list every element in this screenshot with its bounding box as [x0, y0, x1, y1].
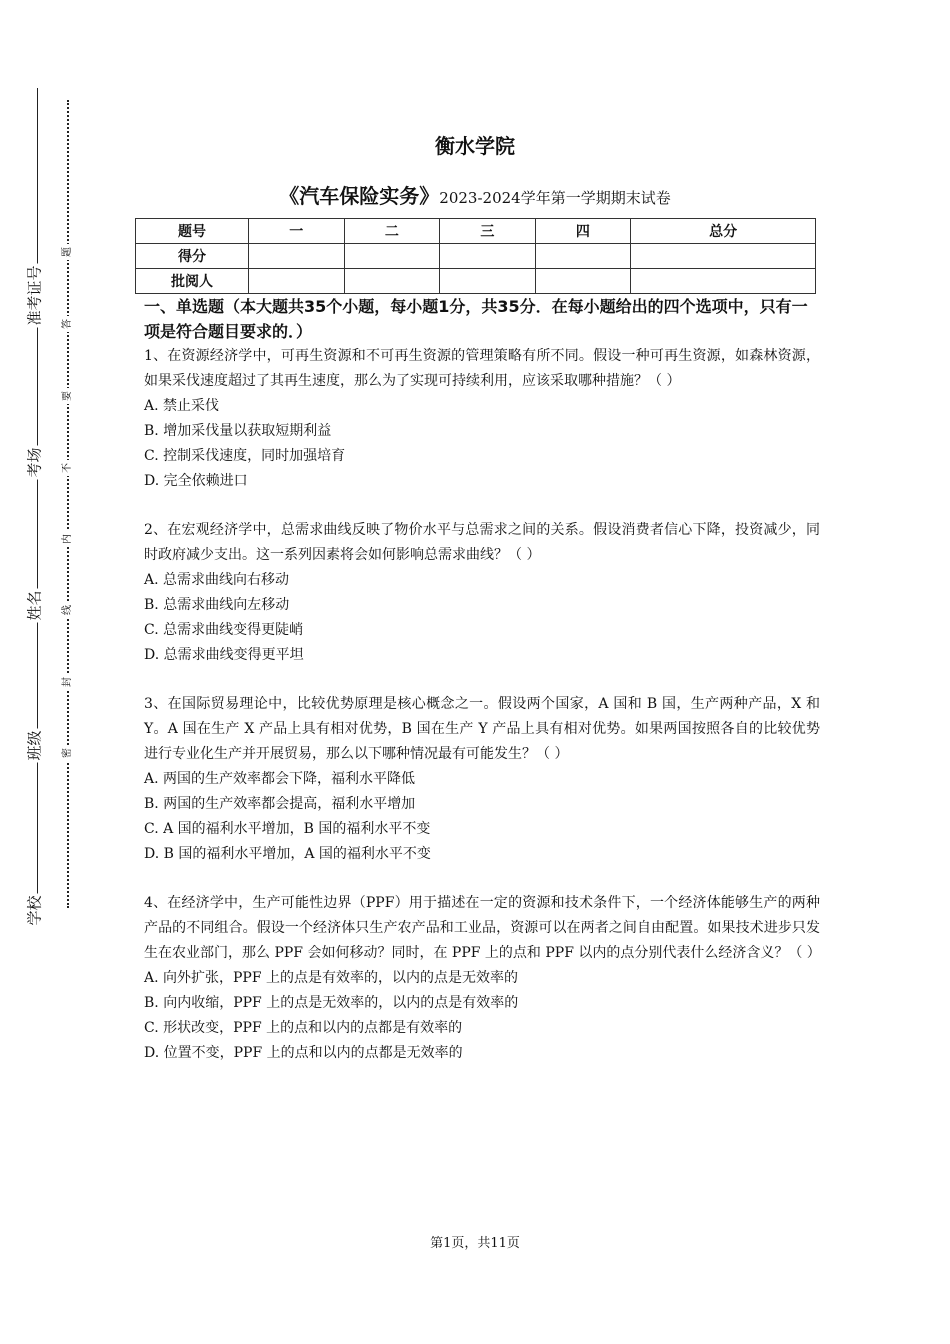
- section-title: 一、单选题（本大题共35个小题，每小题1分，共35分．在每小题给出的四个选项中，只有一项是符合题目要求的．）: [144, 297, 808, 341]
- score-cell: [344, 269, 440, 294]
- question-option: A. 总需求曲线向右移动: [144, 572, 290, 588]
- score-cell: [631, 244, 816, 269]
- score-header-cell: 二: [344, 219, 440, 244]
- seal-char: 密: [62, 745, 74, 761]
- question-option: D. 完全依赖进口: [144, 473, 248, 489]
- question-option: A. 向外扩张，PPF 上的点是有效率的，以内的点是无效率的: [144, 970, 519, 986]
- seal-char: 内: [62, 531, 74, 547]
- term-label: 2023-2024学年第一学期期末试卷: [439, 189, 671, 207]
- question-option: A. 两国的生产效率都会下降，福利水平降低: [144, 771, 416, 787]
- question-stem: 4、在经济学中，生产可能性边界（PPF）用于描述在一定的资源和技术条件下，一个经济体能够生产的两种产品的不同组合。假设一个经济体只生产农产品和工业品，资源可以在两者之间自由配置。如果技术进步只发生在农业部门，那么 PPF 会如何移动？同时，在 PPF 上的点和 PPF 以内的点分别代表什么经济含义？（ ）: [144, 895, 821, 961]
- seal-char: 线: [62, 602, 74, 618]
- question: [144, 692, 820, 867]
- question-option: D. B 国的福利水平增加，A 国的福利水平不变: [144, 846, 431, 862]
- question: [144, 891, 820, 1066]
- question: [144, 344, 820, 494]
- question-option: B. 总需求曲线向左移动: [144, 597, 290, 613]
- score-header-cell: 三: [440, 219, 536, 244]
- exam-content: [144, 294, 820, 1066]
- score-row-label: 批阅人: [136, 269, 249, 294]
- score-header-cell: 四: [535, 219, 631, 244]
- question-option: D. 总需求曲线变得更平坦: [144, 647, 304, 663]
- question-option: B. 两国的生产效率都会提高，福利水平增加: [144, 796, 416, 812]
- question-stem: 2、在宏观经济学中，总需求曲线反映了物价水平与总需求之间的关系。假设消费者信心下降，投资减少，同时政府减少支出。这一系列因素将会如何影响总需求曲线？（ ）: [144, 522, 820, 563]
- question-stem: 1、在资源经济学中，可再生资源和不可再生资源的管理策略有所不同。假设一种可再生资源，如森林资源，如果采伐速度超过了其再生速度，那么为了实现可持续利用，应该采取哪种措施？（ ）: [144, 348, 820, 389]
- seal-char: 封: [62, 674, 74, 690]
- score-cell: [249, 269, 345, 294]
- page-footer: 第1页，共11页: [430, 1236, 520, 1251]
- question-option: B. 向内收缩，PPF 上的点是无效率的，以内的点是有效率的: [144, 995, 519, 1011]
- question-option: D. 位置不变，PPF 上的点和以内的点都是无效率的: [144, 1045, 463, 1061]
- score-header-cell: 总分: [631, 219, 816, 244]
- score-cell: [440, 269, 536, 294]
- question: [144, 518, 820, 668]
- question-stem: 3、在国际贸易理论中，比较优势原理是核心概念之一。假设两个国家，A 国和 B 国，生产两种产品，X 和 Y。A 国在生产 X 产品上具有相对优势，B 国在生产 Y 产品上具有相对优势。如果两国按照各自的比较优势进行专业化生产并开展贸易，那么以下哪种情况最有可能发生？（ ）: [144, 696, 820, 762]
- binding-line-dotted: [67, 100, 69, 908]
- question-option: C. A 国的福利水平增加，B 国的福利水平不变: [144, 821, 431, 837]
- score-cell: [535, 244, 631, 269]
- exam-title: [0, 180, 950, 209]
- score-header-cell: 题号: [136, 219, 249, 244]
- score-cell: [249, 244, 345, 269]
- score-header-cell: 一: [249, 219, 345, 244]
- question-option: C. 总需求曲线变得更陡峭: [144, 622, 304, 638]
- seal-char: 不: [62, 460, 74, 476]
- score-cell: [631, 269, 816, 294]
- seal-char: 要: [62, 388, 74, 404]
- school-name: 衡水学院: [435, 134, 515, 158]
- score-table-row: [136, 244, 816, 269]
- question-option: C. 形状改变，PPF 上的点和以内的点都是有效率的: [144, 1020, 463, 1036]
- seal-char: 题: [62, 244, 74, 260]
- score-row-label: 得分: [136, 244, 249, 269]
- score-cell: [344, 244, 440, 269]
- seal-char: 答: [62, 316, 74, 332]
- question-option: C. 控制采伐速度，同时加强培育: [144, 448, 346, 464]
- question-option: A. 禁止采伐: [144, 398, 220, 414]
- score-cell: [535, 269, 631, 294]
- score-table: [135, 218, 816, 294]
- binding-line-solid: [37, 88, 38, 908]
- exam-page: 准考证号 考场 姓名 班级 学校 题 答 要 不 内 线 封 密 衡水学院 《汽车保险实务》2023-2024学年第一学期期末试卷 题号 一 二 三 四 总分 得分 批阅人 一、单选题（本大题共35个小题，每小题1分，共35分．在每小题给出的四个选项中，只有一项是符合题目要求的．） 1、在资源经济学中，可再生资源和不可再生资源的管理策略有所不同。假设一种可再生资源，如森林资源，如果采伐速度超过了其再生速度，那么为了实现可持续利用，应该采取哪种措施？（ ） A. 禁止采伐 B. 增加采伐量以获取短期利益 C. 控制采伐速度，同时加强培育 D. 完全依赖进口 2、在宏观经济学中，总需求曲线反映了物价水平与总需求之间的关系。假设消费者信心下降，投资减少，同时政府减少支出。这一系列因素将会如何影响总需求曲线？（ ） A. 总需求曲线向右移动 B. 总需求曲线向左移动 C. 总需求曲线变得更陡峭 D. 总需求曲线变得更平坦 3、在国际贸易理论中，比较优势原理是核心概念之一。假设两个国家，A 国和 B 国，生产两种产品，X 和 Y。A 国在生产 X 产品上具有相对优势，B 国在生产 Y 产品上具有相对优势。如果两国按照各自的比较优势进行专业化生产并开展贸易，那么以下哪种情况最有可能发生？（ ） A. 两国的生产效率都会下降，福利水平降低 B. 两国的生产效率都会提高，福利水平增加 C. A 国的福利水平增加，B 国的福利水平不变 D. B 国的福利水平增加，A 国的福利水平不变 4、在经济学中，生产可能性边界（PPF）用于描述在一定的资源和技术条件下，一个经济体能够生产的两种产品的不同组合。假设一个经济体只生产农产品和工业品，资源可以在两者之间自由配置。如果技术进步只发生在农业部门，那么 PPF 会如何移动？同时，在 PPF 上的点和 PPF 以内的点分别代表什么经济含义？（ ） A. 向外扩张，PPF 上的点是有效率的，以内的点是无效率的 B. 向内收缩，PPF 上的点是无效率的，以内的点是有效率的 C. 形状改变，PPF 上的点和以内的点都是有效率的 D. 位置不变，PPF 上的点和以内的点都是无效率的 第1页，共11页: [0, 0, 950, 1344]
- course-name: 《汽车保险实务》: [279, 184, 440, 208]
- score-table-row: [136, 269, 816, 294]
- score-cell: [440, 244, 536, 269]
- question-option: B. 增加采伐量以获取短期利益: [144, 423, 332, 439]
- score-table-header-row: [136, 219, 816, 244]
